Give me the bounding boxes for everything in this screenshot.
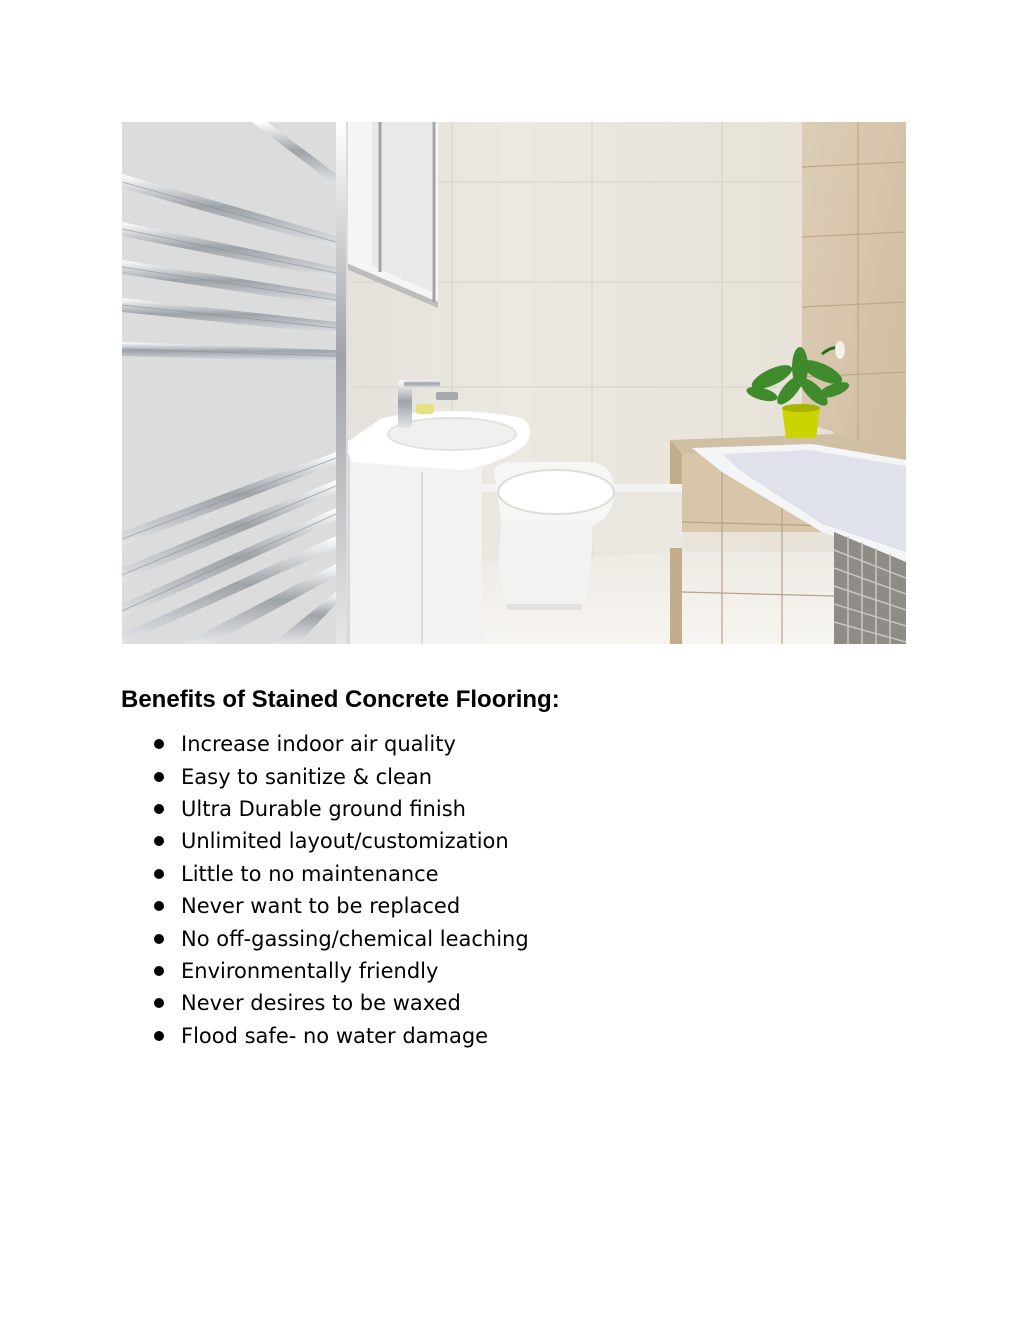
list-item-label: Environmentally friendly [181, 958, 439, 983]
bullet-icon [154, 772, 164, 782]
bullet-icon [154, 966, 164, 976]
list-item [150, 922, 529, 954]
list-item-label: Never desires to be waxed [181, 991, 461, 1016]
bullet-icon [154, 739, 164, 749]
list-item [150, 955, 529, 987]
list-item-label: No off-gassing/chemical leaching [181, 926, 529, 951]
list-item [150, 760, 529, 792]
list-item [150, 858, 529, 890]
list-item [150, 825, 529, 857]
bullet-icon [154, 934, 164, 944]
list-item [150, 890, 529, 922]
bullet-icon [154, 836, 164, 846]
list-item-label: Flood safe- no water damage [181, 1023, 489, 1048]
bullet-icon [154, 1031, 164, 1041]
list-item-label: Easy to sanitize & clean [181, 764, 433, 789]
list-item [150, 728, 529, 760]
list-item [150, 987, 529, 1019]
bullet-icon [154, 869, 164, 879]
list-item-label: Little to no maintenance [181, 861, 439, 886]
bullet-icon [154, 998, 164, 1008]
bathroom-photo [122, 122, 906, 644]
list-item [150, 793, 529, 825]
list-item-label: Unlimited layout/customization [181, 829, 509, 854]
list-item-label: Increase indoor air quality [181, 732, 456, 757]
list-item-label: Ultra Durable ground finish [181, 796, 466, 821]
bullet-icon [154, 901, 164, 911]
list-item-label: Never want to be replaced [181, 894, 461, 919]
page-title: Benefits of Stained Concrete Flooring: [121, 686, 560, 713]
bullet-icon [154, 804, 164, 814]
list-item [150, 1020, 529, 1052]
benefits-list [150, 728, 529, 1052]
